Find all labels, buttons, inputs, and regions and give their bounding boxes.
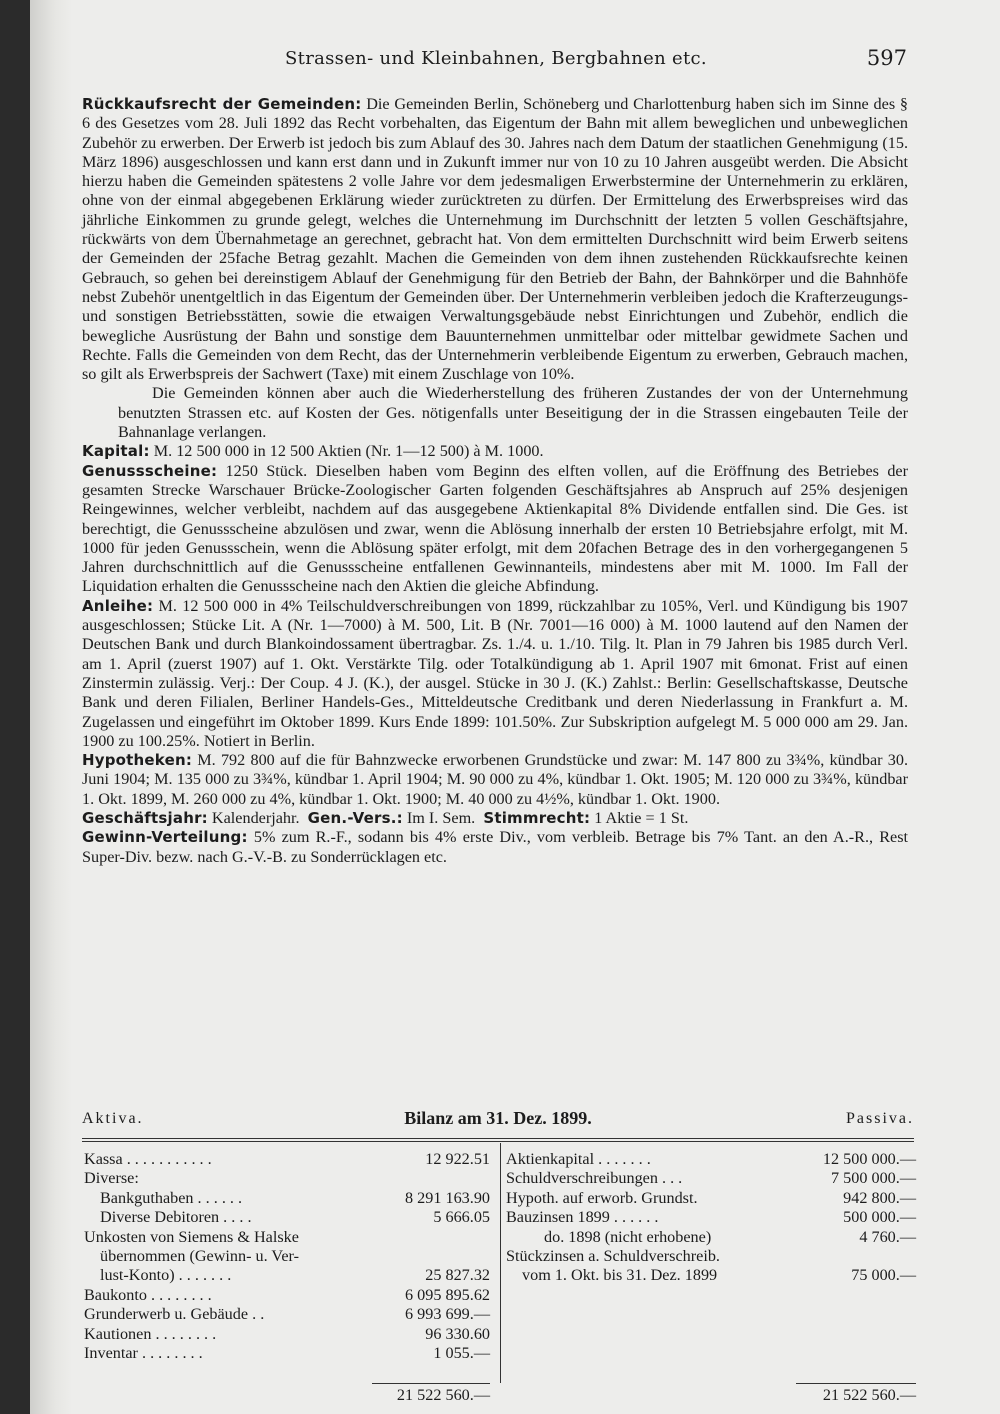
passiva-row-label: Schuldverschreibungen . . .: [506, 1169, 683, 1188]
aktiva-total: 21 522 560.—: [396, 1386, 490, 1404]
passiva-row-label: do. 1898 (nicht erhobene): [544, 1227, 712, 1246]
aktiva-row: [84, 1169, 490, 1188]
passiva-row: [506, 1266, 916, 1285]
passiva-total-row: [506, 1386, 916, 1405]
genussscheine-text: 1250 Stück. Dieselben haben vom Beginn des elften vollen, auf die Eröffnung des Betriebes der gesamten Strecke Warschauer Brücke-Zoologischer Garten folgenden Geschäftsjahres ab Anspruch auf 25% desjenigen Reingewinnes, welcher verbleibt, nachdem auf das ausgegebene Aktienkapital 8% Dividende entfallen sind. Die Ges. ist berechtigt, die Genussscheine abzulösen und zwar, wenn die Ablösung innerhalb der ersten 10 Betriebsjahre erfolgt, mit M. 1000 für jeden Genussschein, wenn die Ablösung später erfolgt, mit dem 20fachen Betrage des in den vorhergegangenen 5 Jahren durchschnittlich auf die Genussscheine entfallenen Gewinnanteils, mindestens aber mit M. 1000. Im Fall der Liquidation erhalten die Genussscheine nach den Aktien die gleiche Abfindung.: [82, 461, 908, 596]
passiva-row-amount: 75 000.—: [851, 1266, 916, 1285]
passiva-label: Passiva.: [846, 1110, 914, 1127]
rueckkaufsrecht-text-2: Die Gemeinden können aber auch die Wiederherstellung des früheren Zustandes der von der Unternehmung benutzten Strassen etc. auf Kosten der Ges. nötigenfalls unter Beseitigung der in die Strassen eingebauten Teile der Bahnanlage verlangen.: [118, 384, 908, 442]
aktiva-row: [84, 1150, 490, 1169]
aktiva-row-label: Diverse:: [84, 1169, 139, 1188]
passiva-table: [506, 1150, 916, 1286]
passiva-row-amount: 4 760.—: [859, 1227, 916, 1246]
kapital-text: M. 12 500 000 in 12 500 Aktien (Nr. 1—12 500) à M. 1000.: [153, 442, 544, 461]
rueckkaufsrecht-label: Rückkaufsrecht der Gemeinden:: [82, 95, 362, 113]
balance-column-divider: [500, 1143, 501, 1383]
aktiva-row-amount: 5 666.05: [433, 1208, 490, 1227]
aktiva-row: [84, 1305, 490, 1324]
hypotheken-text: M. 792 800 auf die für Bahnzwecke erworbenen Grundstücke und zwar: M. 147 800 zu 3¾%, kündbar 30. Juni 1904; M. 135 000 zu 3¾%, kündbar 1. April 1904; M. 90 000 zu 4%, kündbar 1. Okt. 1905; M. 120 000 zu 3¾%, kündbar 1. Okt. 1899, M. 260 000 zu 4%, kündbar 1. Okt. 1900; M. 40 000 zu 4½%, kündbar 1. Okt. 1900.: [82, 751, 909, 808]
kapital-section: [82, 442, 908, 461]
aktiva-row-label: Baukonto . . . . . . . .: [84, 1285, 212, 1304]
aktiva-row-amount: 8 291 163.90: [405, 1188, 490, 1207]
aktiva-label: Aktiva.: [82, 1110, 144, 1127]
aktiva-row-label: Kassa . . . . . . . . . . .: [84, 1150, 212, 1168]
balance-top-rule-2: [82, 1141, 914, 1142]
aktiva-row: [84, 1344, 490, 1363]
passiva-row-amount: 12 500 000.—: [822, 1150, 916, 1168]
aktiva-row: [84, 1247, 490, 1266]
aktiva-row-label: Kautionen . . . . . . . .: [84, 1324, 217, 1343]
page-gutter: [30, 0, 72, 1414]
aktiva-row-label: Unkosten von Siemens & Halske: [84, 1227, 299, 1246]
gewinn-verteilung-section: [82, 828, 908, 867]
aktiva-row-amount: 96 330.60: [425, 1324, 490, 1343]
aktiva-row-amount: 25 827.32: [425, 1266, 490, 1285]
page-header: [85, 46, 907, 76]
anleihe-section: [82, 597, 908, 751]
stimmrecht-text: 1 Aktie = 1 St.: [594, 808, 689, 827]
main-text: [82, 95, 908, 867]
geschaeftsjahr-label: Geschäftsjahr:: [82, 808, 208, 827]
passiva-row-label: Stückzinsen a. Schuldverschreib.: [506, 1246, 720, 1265]
stimmrecht-label: Stimmrecht:: [483, 808, 591, 827]
running-title: Strassen- und Kleinbahnen, Bergbahnen etc.: [285, 48, 707, 69]
aktiva-row-label: Diverse Debitoren . . . .: [100, 1208, 252, 1227]
anleihe-text: M. 12 500 000 in 4% Teilschuldverschreibungen von 1899, rückzahlbar zu 105%, Verl. und Kündigung bis 1907 ausgeschlossen; Stücke Lit. A (Nr. 1—7000) à M. 500, Lit. B (Nr. 7001—16 000) à M. 1000 lautend auf den Namen der Deutschen Bank und durch Blankoindossament übertragbar. Zs. 1./4. u. 1./10. Tilg. lt. Plan in 79 Jahren bis 1985 durch Verl. am 1. April (zuerst 1907) auf 1. Okt. Verstärkte Tilg. oder Totalkündigung ab 1. April 1907 mit 6monat. Frist auf einen Zinstermin zulässig. Verj.: Der Coup. 4 J. (K.), der ausgel. Stücke in 30 J. (K.) Zahlst.: Berlin: Gesellschaftskasse, Deutsche Bank und deren Filialen, Berliner Handels-Ges., Mitteldeutsche Creditbank und deren Niederlassung in Frankfurt a. M. Zugelassen und eingeführt im Oktober 1899. Kurs Ende 1899: 101.50%. Zur Subskription aufgelegt M. 5 000 000 am 29. Jan. 1900 zu 100.25%. Notiert in Berlin.: [82, 596, 908, 750]
generalversammlung-text: Im I. Sem.: [406, 808, 476, 827]
genussscheine-label: Genussscheine:: [82, 461, 218, 480]
aktiva-row: [84, 1208, 490, 1227]
aktiva-row-amount: 6 993 699.—: [405, 1305, 490, 1324]
passiva-row-label: vom 1. Okt. bis 31. Dez. 1899: [522, 1266, 718, 1285]
gewinn-verteilung-text: 5% zum R.-F., sodann bis 4% erste Div., vom verbleib. Betrage bis 7% Tant. an den A.-R., Rest Super-Div. bezw. nach G.-V.-B. zu Sonderrücklagen etc.: [82, 828, 909, 866]
aktiva-row-label: Bankguthaben . . . . . .: [100, 1188, 243, 1207]
passiva-row: [506, 1208, 916, 1227]
genussscheine-section: [82, 462, 908, 597]
hypotheken-section: [82, 751, 908, 809]
passiva-row: [506, 1228, 916, 1247]
passiva-row: [506, 1189, 916, 1208]
passiva-row-label: Hypoth. auf erworb. Grundst.: [506, 1188, 698, 1207]
aktiva-row-label: Inventar . . . . . . . .: [84, 1343, 203, 1362]
balance-header: [82, 1110, 914, 1134]
gewinn-verteilung-label: Gewinn-Verteilung:: [82, 828, 248, 847]
passiva-row-label: Bauzinsen 1899 . . . . . .: [506, 1208, 659, 1227]
anleihe-label: Anleihe:: [82, 596, 154, 615]
aktiva-sum-rule: [372, 1383, 490, 1384]
book-binding-shadow: [0, 0, 30, 1414]
aktiva-row: [84, 1228, 490, 1247]
aktiva-row-label: lust-Konto) . . . . . . .: [100, 1266, 232, 1285]
page-number: 597: [866, 46, 907, 70]
passiva-row-amount: 7 500 000.—: [831, 1169, 916, 1188]
passiva-row-amount: 942 800.—: [843, 1188, 916, 1207]
passiva-row: [506, 1150, 916, 1169]
aktiva-row-amount: 1 055.—: [433, 1343, 490, 1362]
aktiva-table: [84, 1150, 490, 1363]
passiva-row: [506, 1247, 916, 1266]
aktiva-row-amount: 12 922.51: [425, 1150, 490, 1168]
passiva-row-label: Aktienkapital . . . . . . .: [506, 1150, 651, 1168]
aktiva-row: [84, 1189, 490, 1208]
hypotheken-label: Hypotheken:: [82, 751, 193, 770]
rueckkaufsrecht-section: [82, 95, 908, 384]
aktiva-row: [84, 1325, 490, 1344]
aktiva-row: [84, 1286, 490, 1305]
aktiva-row-amount: 6 095 895.62: [405, 1285, 490, 1304]
rueckkaufsrecht-text: Die Gemeinden Berlin, Schöneberg und Charlottenburg haben sich im Sinne des § 6 des Gesetzes vom 28. Juli 1892 das Recht vorbehalten, das Eigentum der Bahn mit allem beweglichen und unbeweglichen Zubehör zu erwerben. Der Erwerb ist jedoch bis zum Ablauf des 30. Jahres nach dem Datum der staatlichen Genehmigung (15. März 1896) ausgeschlossen und kann erst dann und in Zukunft immer nur von 10 zu 10 Jahren ausgeübt werden. Die Absicht hierzu haben die Gemeinden spätestens 2 volle Jahre vor dem jedesmaligen Erwerbstermine der Unternehmerin zu erklären, ohne von der einmal abgegebenen Erklärung wieder zurücktreten zu dürfen. Der Ermittelung des Erwerbspreises wird das jährliche Einkommen zu grunde gelegt, welches die Unternehmung im Durchschnitt der letzten 5 vollen Geschäftsjahre, rückwärts von dem Übernahmetage an gerechnet, gebracht hat. Von dem ermittelten Durchschnitt wird beim Erwerb seitens der Gemeinden der 25fache Betrag gezahlt. Machen die Gemeinden von dem ihnen zustehenden Rückkaufsrechte keinen Gebrauch, so gehen bei dereinstigem Ablauf der Genehmigung für den Betrieb der Bahn, der Bahnkörper und die Bahnhöfe nebst Zubehör unentgeltlich in das Eigentum der Gemeinden über. Der Unternehmerin verbleiben jedoch die Krafterzeugungs- und sonstigen Betriebsstätten, sowie die etwaigen Verwaltungsgebäude nebst Einrichtungen und Zubehör, endlich die bewegliche Ausrüstung der Bahn und sonstige dem Bauunternehmen unmittelbar oder mittelbar gewidmete Sachen und Rechte. Falls die Gemeinden von dem Recht, das der Unternehmerin verbleibende Eigentum zu erwerben, Gebrauch machen, so gilt als Erwerbspreis der Sachwert (Taxe) mit einem Zuschlage von 10%.: [82, 95, 909, 384]
aktiva-row-label: Grunderwerb u. Gebäude . .: [84, 1305, 265, 1324]
passiva-sum-rule: [796, 1383, 916, 1384]
balance-top-rule: [82, 1138, 914, 1139]
geschaeftsjahr-text: Kalenderjahr.: [211, 808, 300, 827]
passiva-row-amount: 500 000.—: [843, 1208, 916, 1227]
passiva-total: 21 522 560.—: [822, 1386, 916, 1404]
passiva-row: [506, 1169, 916, 1188]
geschaeftsjahr-section: [82, 809, 908, 828]
aktiva-total-row: [84, 1386, 490, 1405]
aktiva-row: [84, 1266, 490, 1285]
aktiva-row-label: übernommen (Gewinn- u. Ver-: [100, 1246, 299, 1265]
kapital-label: Kapital:: [82, 442, 150, 461]
balance-title: Bilanz am 31. Dez. 1899.: [404, 1108, 592, 1128]
generalversammlung-label: Gen.-Vers.:: [307, 808, 403, 827]
